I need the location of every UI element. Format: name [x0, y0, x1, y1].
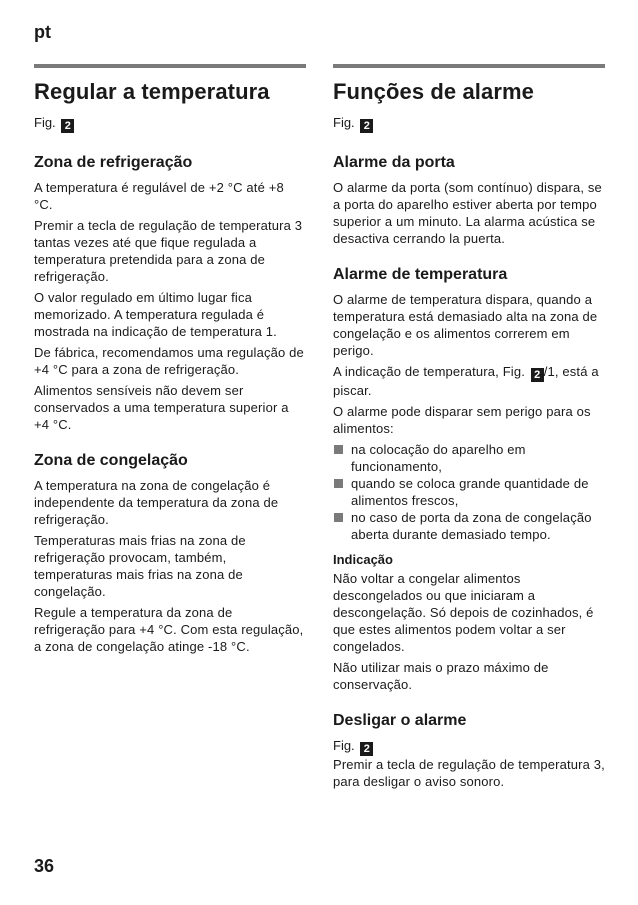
- paragraph: Alimentos sensíveis não devem ser conservados a uma temperatura superior a +4 °C.: [34, 383, 289, 432]
- figure-reference: [333, 114, 605, 133]
- paragraph: A temperatura é regulável de +2 °C até +8 °C.: [34, 180, 284, 212]
- section-rule: [333, 64, 605, 68]
- text-fragment: /1, está a piscar.: [333, 364, 599, 398]
- figure-label: Fig.: [34, 115, 56, 130]
- right-column: [333, 64, 605, 794]
- square-bullet-icon: [334, 479, 343, 488]
- figure-reference: [34, 114, 306, 133]
- section-rule: [34, 64, 306, 68]
- figure-reference: [333, 737, 605, 756]
- paragraph: De fábrica, recomendamos uma regulação de +4 °C para a zona de refrigeração.: [34, 345, 304, 377]
- bullet-list: [333, 441, 605, 543]
- paragraph: O valor regulado em último lugar fica memorizado. A temperatura regulada é mostrada na indicação de temperatura 1.: [34, 290, 277, 339]
- paragraph: Regule a temperatura da zona de refrigeração para +4 °C. Com esta regulação, a zona de congelação atinge -18 °C.: [34, 605, 304, 654]
- list-item: [333, 509, 605, 543]
- figure-label: Fig.: [333, 738, 355, 753]
- subsection-heading-freezer: Zona de congelação: [34, 452, 188, 469]
- figure-label: Fig.: [333, 115, 355, 130]
- text-fragment: A indicação de temperatura, Fig.: [333, 364, 525, 379]
- paragraph: Premir a tecla de regulação de temperatura 3 tantas vezes até que fique regulada a temperatura pretendida para a zona de refrigeração.: [34, 218, 303, 284]
- subsection-heading-refrigeration: Zona de refrigeração: [34, 154, 193, 171]
- paragraph: O alarme de temperatura dispara, quando a temperatura está demasiado alta na zona de congelação e os alimentos correrem em perigo.: [333, 292, 598, 358]
- figure-number-badge: 2: [61, 119, 74, 133]
- paragraph: Temperaturas mais frias na zona de refrigeração provocam, também, temperaturas mais frias na zona de congelação.: [34, 533, 246, 599]
- list-item-text: na colocação do aparelho em funcionamento,: [351, 442, 526, 474]
- paragraph: O alarme pode disparar sem perigo para os alimentos:: [333, 404, 591, 436]
- subsection-heading-door-alarm: Alarme da porta: [333, 154, 455, 171]
- paragraph: Não utilizar mais o prazo máximo de conservação.: [333, 660, 549, 692]
- left-column: [34, 64, 306, 659]
- section-title: Regular a temperatura: [34, 79, 270, 104]
- figure-number-badge: 2: [360, 742, 373, 756]
- paragraph: A temperatura na zona de congelação é independente da temperatura da zona de refrigeração.: [34, 478, 279, 527]
- paragraph: Não voltar a congelar alimentos descongelados ou que iniciaram a descongelação. Só depois de cozinhados, é que estes alimentos podem voltar a ser congelados.: [333, 571, 594, 654]
- paragraph: Premir a tecla de regulação de temperatura 3, para desligar o aviso sonoro.: [333, 757, 605, 789]
- list-item: [333, 475, 605, 509]
- subsection-heading-temperature-alarm: Alarme de temperatura: [333, 266, 508, 283]
- section-title: Funções de alarme: [333, 79, 534, 104]
- figure-number-badge: 2: [360, 119, 373, 133]
- language-code: pt: [34, 22, 51, 42]
- list-item: [333, 441, 605, 475]
- list-item-text: quando se coloca grande quantidade de alimentos frescos,: [351, 476, 589, 508]
- subsection-heading-disable-alarm: Desligar o alarme: [333, 712, 467, 729]
- square-bullet-icon: [334, 513, 343, 522]
- page-number: 36: [34, 856, 55, 876]
- square-bullet-icon: [334, 445, 343, 454]
- list-item-text: no caso de porta da zona de congelação aberta durante demasiado tempo.: [351, 510, 592, 542]
- note-heading: Indicação: [333, 552, 393, 567]
- figure-number-badge: 2: [531, 368, 544, 382]
- paragraph-with-figure-ref: [333, 363, 605, 399]
- paragraph: O alarme da porta (som contínuo) dispara, se a porta do aparelho estiver aberta por tempo superior a um minuto. La alarma acústica se desactiva cerrando la puerta.: [333, 180, 602, 246]
